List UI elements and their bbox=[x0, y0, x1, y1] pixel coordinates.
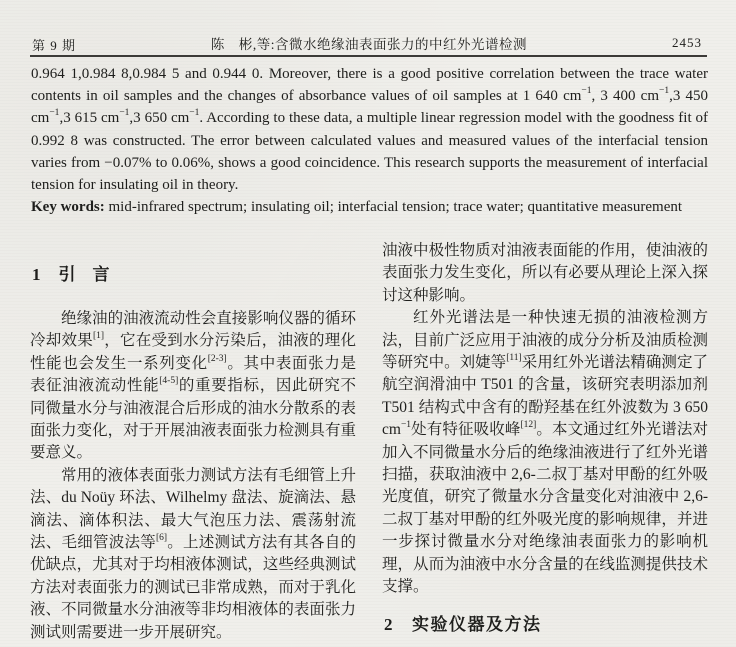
section-1-heading bbox=[32, 264, 356, 286]
section-2-title: 实验仪器及方法 bbox=[412, 614, 542, 634]
intro-paragraph-1: 绝缘油的油液流动性会直接影响仪器的循环冷却效果[1]，它在受到水分污染后，油液的理化性能也会发生一系列变化[2-3]。其中表面张力是表征油液流动性能[4-5]的重要指标，因此研究不同微量水分与油液混合后形成的油水分散系的表面张力变化，对于开展油液表面张力检测具有重要意义。 bbox=[30, 310, 356, 462]
journal-running-header bbox=[32, 33, 706, 53]
intro-paragraph-2: 常用的液体表面张力测试方法有毛细管上升法、du Noüy 环法、Wilhelmy 盘法、旋滴法、悬滴法、滴体积法、最大气泡压力法、震荡射流法、毛细管波法等[6]。上述测试方法有其各自的优缺点，尤其对于均相液体测试，这些经典测试方法对表面张力的测试已非常成熟，而对于乳化液、不同微量水分油液等非均相液体的表面张力测试则需要进一步开展研究。 bbox=[30, 466, 356, 641]
right-column bbox=[382, 240, 708, 644]
header-rule bbox=[30, 55, 707, 57]
issue-label: 第 9 期 bbox=[32, 38, 77, 53]
keywords-label: Key words bbox=[31, 199, 100, 216]
abstract-paragraph: 0.964 1,0.984 8,0.984 5 and 0.944 0. Moreover, there is a good positive correlation between the trace water contents in oil samples and the changes of absorbance values of oil samples at 1 640 $cm^{-1}$, 3 400 $cm^{-1},3$ 450 $cm^{-1},3$ 615 $cm^{-1},3$ 650 $cm^{-1}$. According to these data, a multiple linear regression model with the goodness fit of 0.992 8 was constructed. The error between calculated values and measured values of the interfacial tension varies from −0.07% to 0.06%, shows a good coincidence. This research supports the measurement of interfacial tension for insulating oil in theory. bbox=[31, 66, 709, 194]
abstract-block bbox=[31, 63, 708, 218]
keywords-text: mid-infrared spectrum; insulating oil; interfacial tension; trace water; quantitative measurement bbox=[108, 199, 683, 216]
intro-paragraph-4: 红外光谱法是一种快速无损的油液检测方法，目前广泛应用于油液的成分分析及油质检测等研究中。刘婕等[11]采用红外光谱法精确测定了航空润滑油中 T501 的含量，该研究表明添加剂 T501 结构式中含有的酚羟基在红外波数为 3 650 $cm^{-1}$处有特征吸收峰[12]。本文通过红外光谱法对加入不同微量水分后的绝缘油液进行了红外光谱扫描，获取油液中 2,6-二叔丁基对甲酚的红外吸光度值，研究了微量水分含量变化对油液中 2,6-二叔丁基对甲酚的红外吸光度的影响规律，并进一步探讨微量水分对绝缘油表面张力的影响机理，从而为油液中水分含量的在线监测提供技术支撑。 bbox=[382, 309, 708, 596]
section-2-heading bbox=[384, 614, 708, 636]
section-1-number: 1 bbox=[32, 265, 41, 284]
left-column bbox=[30, 240, 356, 644]
keywords-line bbox=[31, 196, 708, 218]
section-2-number: 2 bbox=[384, 614, 394, 634]
keywords-separator: : bbox=[99, 199, 109, 216]
page-number: 2453 bbox=[672, 35, 702, 50]
section-1-title: 引 言 bbox=[58, 265, 110, 284]
body-columns bbox=[30, 240, 708, 644]
intro-paragraph-3-continuation: 油液中极性物质对油液表面能的作用，使油液的表面张力发生变化，所以有必要从理论上深入探讨这种影响。 bbox=[382, 242, 708, 304]
running-title: 陈 彬,等:含微水绝缘油表面张力的中红外光谱检测 bbox=[210, 37, 528, 52]
